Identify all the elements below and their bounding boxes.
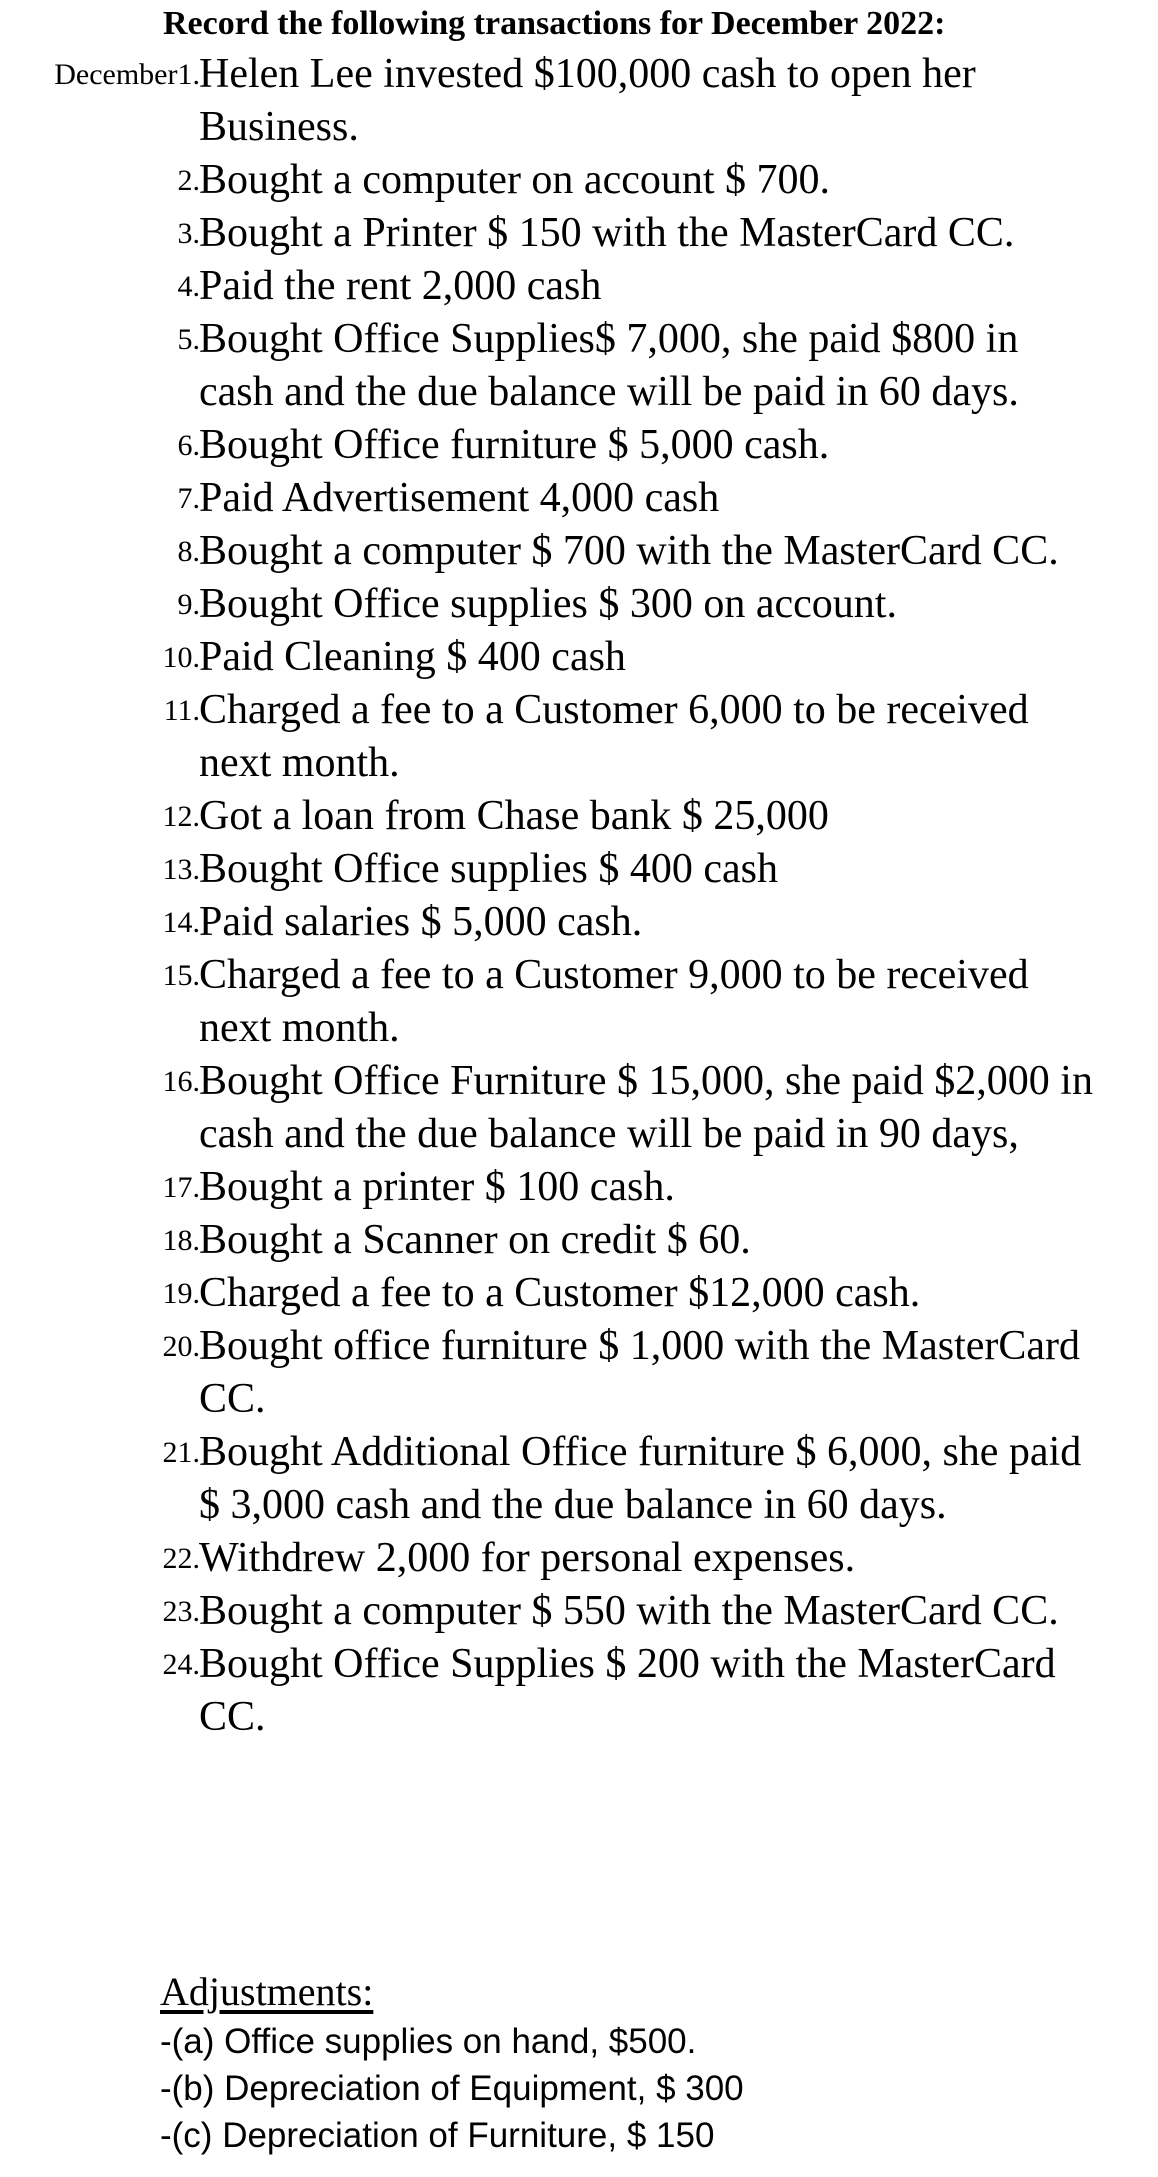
transaction-item [0,472,1158,525]
transaction-text: Withdrew 2,000 for personal expenses. [199,1535,856,1581]
transaction-number: 19. [162,1277,200,1310]
transaction-text: Bought a computer $ 700 with the MasterCard CC. [199,528,1059,574]
transaction-item [0,154,1158,207]
transaction-number: 10. [162,641,200,674]
transaction-text: Bought a computer on account $ 700. [199,157,831,203]
transaction-item [0,260,1158,313]
transaction-number: December1. [54,58,200,91]
transaction-number: 7. [177,482,200,515]
transaction-item [0,1638,1158,1744]
transaction-number: 24. [162,1648,200,1681]
transaction-item [0,1426,1158,1532]
transaction-number: 2. [177,164,200,197]
transaction-number: 15. [162,959,200,992]
transaction-text: Bought Office supplies $ 300 on account. [199,581,897,627]
transaction-item [0,1320,1158,1426]
transaction-item [0,1055,1158,1161]
transaction-item [0,949,1158,1055]
transaction-text: Charged a fee to a Customer 6,000 to be received next month. [199,687,1029,786]
transaction-number: 16. [162,1065,200,1098]
adjustment-item: -(c) Depreciation of Furniture, $ 150 [160,2116,715,2155]
transaction-number: 14. [162,906,200,939]
transaction-number: 8. [177,535,200,568]
transaction-item [0,48,1158,154]
transaction-number: 9. [177,588,200,621]
transaction-item [0,631,1158,684]
transaction-text: Bought Office Supplies $ 200 with the MasterCard CC. [199,1641,1056,1740]
transaction-number: 17. [162,1171,200,1204]
transaction-item [0,843,1158,896]
transaction-text: Paid salaries $ 5,000 cash. [199,899,643,945]
transaction-item [0,684,1158,790]
transaction-text: Bought office furniture $ 1,000 with the MasterCard CC. [199,1323,1081,1422]
transaction-number: 6. [177,429,200,462]
transaction-text: Paid the rent 2,000 cash [199,263,602,309]
adjustment-item: -(a) Office supplies on hand, $500. [160,2022,697,2061]
transaction-number: 5. [177,323,200,356]
transaction-number: 11. [163,694,200,727]
transaction-text: Paid Advertisement 4,000 cash [199,475,720,521]
transaction-item [0,1214,1158,1267]
transaction-item [0,313,1158,419]
transaction-number: 23. [162,1595,200,1628]
transaction-number: 18. [162,1224,200,1257]
transaction-item [0,207,1158,260]
transaction-number: 4. [177,270,200,303]
transaction-number: 13. [162,853,200,886]
transaction-item [0,578,1158,631]
transaction-item [0,1585,1158,1638]
transaction-list [0,48,1158,1744]
transaction-item [0,1161,1158,1214]
transaction-item [0,1267,1158,1320]
transaction-text: Bought Additional Office furniture $ 6,000, she paid $ 3,000 cash and the due balance in 60 days. [199,1429,1082,1528]
adjustment-item: -(b) Depreciation of Equipment, $ 300 [160,2069,744,2108]
transaction-text: Got a loan from Chase bank $ 25,000 [199,793,829,839]
adjustments-list [160,2018,744,2159]
transaction-item [0,896,1158,949]
transaction-text: Bought Office furniture $ 5,000 cash. [199,422,830,468]
transaction-text: Bought a printer $ 100 cash. [199,1164,675,1210]
transaction-text: Bought a Printer $ 150 with the MasterCard CC. [199,210,1015,256]
transaction-item [0,525,1158,578]
transaction-text: Helen Lee invested $100,000 cash to open her Business. [199,51,976,150]
document-title: Record the following transactions for December 2022: [163,5,946,42]
transaction-item [0,419,1158,472]
transaction-number: 20. [162,1330,200,1363]
transaction-number: 12. [162,800,200,833]
transaction-number: 22. [162,1542,200,1575]
transaction-text: Charged a fee to a Customer $12,000 cash. [199,1270,921,1316]
transaction-item [0,790,1158,843]
transaction-text: Bought Office supplies $ 400 cash [199,846,778,892]
transaction-number: 21. [162,1436,200,1469]
adjustments-heading: Adjustments: [160,1969,374,2014]
transaction-number: 3. [177,217,200,250]
transaction-item [0,1532,1158,1585]
transaction-text: Bought a computer $ 550 with the MasterCard CC. [199,1588,1059,1634]
transaction-text: Bought Office Supplies$ 7,000, she paid $800 in cash and the due balance will be paid in 60 days. [199,316,1019,415]
transaction-text: Charged a fee to a Customer 9,000 to be received next month. [199,952,1029,1051]
transaction-text: Bought a Scanner on credit $ 60. [199,1217,751,1263]
transaction-text: Paid Cleaning $ 400 cash [199,634,626,680]
transaction-text: Bought Office Furniture $ 15,000, she paid $2,000 in cash and the due balance will be paid in 90 days, [199,1058,1093,1157]
